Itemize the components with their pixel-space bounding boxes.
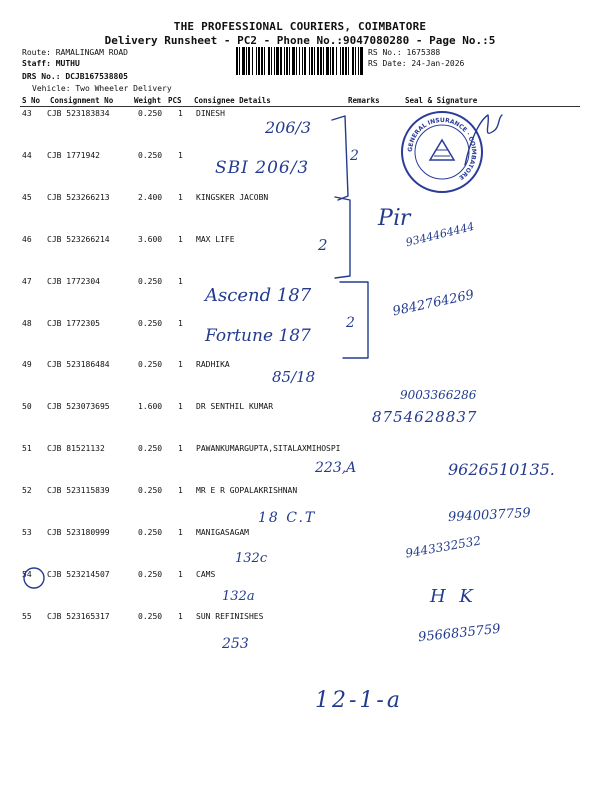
col-consignment: Consignment No <box>50 96 114 105</box>
row-sno: 45 <box>22 192 32 202</box>
circle-row-54 <box>24 568 44 588</box>
row-sno: 51 <box>22 444 32 454</box>
row-weight: 0.250 <box>138 528 163 537</box>
row-weight: 0.250 <box>138 486 163 496</box>
handwritten-note-43: 206/3 <box>265 118 312 137</box>
handwritten-note-52: 18 C.T <box>258 510 317 526</box>
row-weight: 0.250 <box>138 150 163 160</box>
staff-label: Staff: MUTHU <box>22 59 80 68</box>
row-consignment: CJB 1772305 <box>47 318 100 328</box>
row-consignee: MR E R GOPALAKRISHNAN <box>196 486 298 496</box>
row-pcs: 1 <box>178 234 183 244</box>
signature-55-phone: 9566835759 <box>417 621 502 646</box>
remark-mark-46: 2 <box>318 236 328 254</box>
stamp-text: GENERAL INSURANCE · COIMBATORE <box>406 116 478 182</box>
row-consignee: PAWANKUMARGUPTA,SITALAXMIHOSPI <box>196 444 341 454</box>
row-consignment: CJB 81521132 <box>47 444 105 454</box>
row-pcs: 1 <box>178 276 183 286</box>
row-sno: 44 <box>22 150 32 160</box>
signature-45-scribble: Pi̇r <box>378 206 411 231</box>
row-consignee: RADHIKA <box>196 360 230 370</box>
row-weight: 3.600 <box>138 234 163 244</box>
handwritten-note-44: SBI 206/3 <box>215 158 310 178</box>
row-consignee: DR SENTHIL KUMAR <box>196 402 274 412</box>
row-pcs: 1 <box>178 569 183 579</box>
row-weight: 0.250 <box>138 276 163 286</box>
row-sno: 55 <box>22 611 32 621</box>
row-pcs: 1 <box>178 192 183 202</box>
handwritten-note-47: Ascend 187 <box>205 285 312 306</box>
row-consignee: CAMS <box>196 569 216 579</box>
rs-number: RS No.: 1675388 <box>368 48 441 57</box>
row-weight: 0.250 <box>138 360 163 370</box>
row-consignment: CJB 1772304 <box>47 276 100 286</box>
rs-date: RS Date: 24-Jan-2026 <box>368 59 465 68</box>
row-consignment: CJB 1771942 <box>47 150 100 160</box>
row-weight: 0.250 <box>138 569 163 579</box>
row-weight: 2.400 <box>138 192 163 202</box>
row-sno: 49 <box>22 360 32 370</box>
handwritten-note-51: 223,A <box>315 460 357 476</box>
remark-mark-44: 2 <box>350 148 359 164</box>
row-pcs: 1 <box>178 360 183 370</box>
row-pcs: 1 <box>178 528 183 537</box>
row-consignment: CJB 523115839 <box>47 486 110 496</box>
row-pcs: 1 <box>178 150 183 160</box>
col-pcs: PCS <box>168 96 182 105</box>
handwritten-note-55: 253 <box>222 636 249 652</box>
row-sno: 47 <box>22 276 32 286</box>
row-sno: 50 <box>22 402 32 412</box>
row-sno: 53 <box>22 528 32 537</box>
row-weight: 0.250 <box>138 318 163 328</box>
signature-49-phone: 9003366286 <box>400 388 477 402</box>
row-sno: 48 <box>22 318 32 328</box>
bracket-45-46 <box>335 197 350 278</box>
signature-47-48-phone: 9842764269 <box>391 287 476 320</box>
row-weight: 0.250 <box>138 611 163 621</box>
row-pcs: 1 <box>178 318 183 328</box>
signature-52-phone: 9940037759 <box>447 505 532 526</box>
col-sno: S No <box>22 96 41 105</box>
bracket-43-44 <box>332 116 348 200</box>
row-consignee: MANIGASAGAM <box>196 528 249 537</box>
route-label: Route: RAMALINGAM ROAD <box>22 48 128 57</box>
row-consignment: CJB 523073695 <box>47 402 110 412</box>
row-sno: 52 <box>22 486 32 496</box>
row-pcs: 1 <box>178 444 183 454</box>
row-consignment: CJB 523165317 <box>47 611 110 621</box>
row-consignee: MAX LIFE <box>196 234 235 244</box>
row-sno: 43 <box>22 109 32 118</box>
row-weight: 0.250 <box>138 109 163 118</box>
col-seal-signature: Seal & Signature <box>405 96 478 105</box>
row-consignment: CJB 523186484 <box>47 360 110 370</box>
row-weight: 0.250 <box>138 444 163 454</box>
signature-51-phone: 9626510135. <box>448 460 555 479</box>
row-consignee: DINESH <box>196 109 225 118</box>
row-consignment: CJB 523266214 <box>47 234 110 244</box>
signature-50-phone: 8754628837 <box>372 408 478 426</box>
row-weight: 1.600 <box>138 402 163 412</box>
runsheet-subtitle: Delivery Runsheet - PC2 - Phone No.:9047080280 - Page No.:5 <box>104 34 496 47</box>
row-consignment: CJB 523183834 <box>47 109 110 118</box>
col-weight: Weight <box>134 96 162 105</box>
row-consignee: SUN REFINISHES <box>196 611 264 621</box>
handwritten-note-49: 85/18 <box>272 368 316 386</box>
row-sno: 46 <box>22 234 32 244</box>
row-pcs: 1 <box>178 486 183 496</box>
row-pcs: 1 <box>178 611 183 621</box>
signature-45-46-phone: 9344464444 <box>404 219 476 250</box>
row-consignment: CJB 523266213 <box>47 192 110 202</box>
handwritten-footer-date: 12-1-a <box>315 688 403 713</box>
handwritten-note-53: 132c <box>235 551 268 566</box>
signature-54: H K <box>430 586 477 607</box>
signature-53-phone: 9443332532 <box>404 533 482 561</box>
handwritten-note-54: 132a <box>222 589 255 604</box>
vehicle-label: Vehicle: Two Wheeler Delivery <box>32 84 172 93</box>
signature-43 <box>460 110 505 170</box>
row-consignee: KINGSKER JACOBN <box>196 192 269 202</box>
col-remarks: Remarks <box>348 96 380 105</box>
col-consignee: Consignee Details <box>194 96 271 105</box>
row-consignment: CJB 523214507 <box>47 569 110 579</box>
row-consignment: CJB 523180999 <box>47 528 110 537</box>
row-sno: 54 <box>22 569 32 579</box>
company-title: THE PROFESSIONAL COURIERS, COIMBATORE <box>173 20 427 33</box>
remark-mark-48: 2 <box>346 315 355 331</box>
row-pcs: 1 <box>178 402 183 412</box>
handwritten-note-48: Fortune 187 <box>205 326 311 346</box>
row-pcs: 1 <box>178 109 183 118</box>
drs-number: DRS No.: DCJB167538805 <box>22 72 128 81</box>
